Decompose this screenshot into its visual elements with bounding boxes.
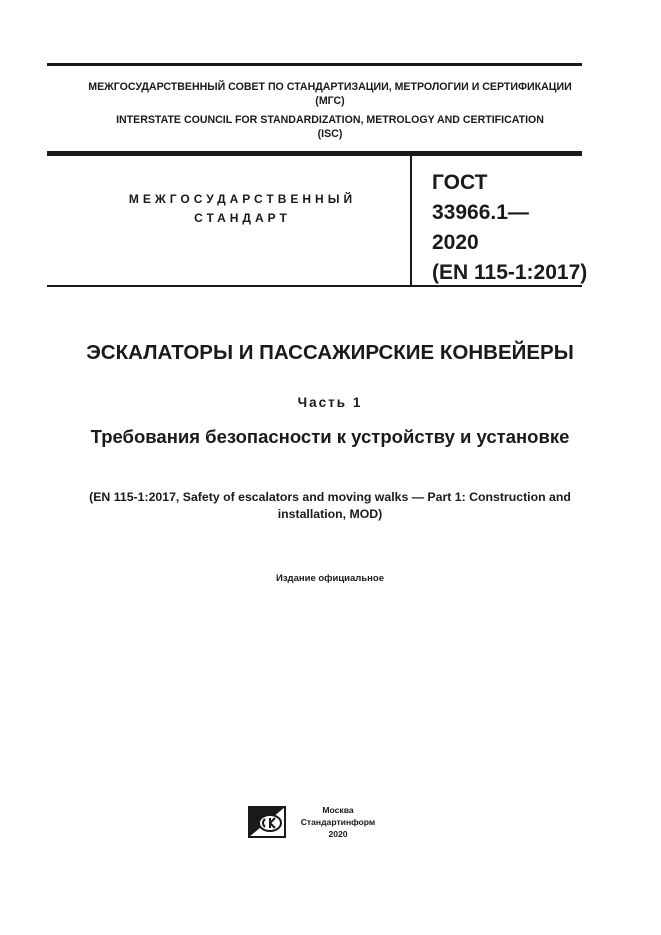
en-reference-line2: installation, MOD) — [277, 507, 383, 521]
council-en-name: INTERSTATE COUNCIL FOR STANDARDIZATION, METROLOGY AND CERTIFICATION — [116, 114, 544, 126]
standartinform-logo-icon — [248, 806, 286, 838]
header-bottom-rule — [47, 285, 582, 287]
document-subtitle: Требования безопасности к устройству и установке — [90, 426, 570, 447]
thick-rule — [47, 151, 582, 156]
document-title: ЭСКАЛАТОРЫ И ПАССАЖИРСКИЕ КОНВЕЙЕРЫ — [86, 341, 574, 364]
designation-gost: ГОСТ — [432, 171, 488, 194]
standard-label-line2: СТАНДАРТ — [194, 211, 291, 225]
publisher-year: 2020 — [328, 829, 348, 839]
designation-number: 33966.1— — [432, 201, 529, 224]
standard-label — [105, 192, 380, 225]
vertical-divider — [410, 156, 412, 286]
top-rule — [47, 63, 582, 66]
publisher-block — [248, 803, 398, 843]
designation-year: 2020 — [432, 231, 479, 254]
edition-label: Издание официальное — [276, 573, 384, 584]
council-ru-name: МЕЖГОСУДАРСТВЕННЫЙ СОВЕТ ПО СТАНДАРТИЗАЦИИ, МЕТРОЛОГИИ И СЕРТИФИКАЦИИ — [88, 81, 572, 93]
council-ru-abbr: (МГС) — [315, 95, 345, 107]
designation — [432, 168, 612, 288]
publisher-city: Москва — [322, 805, 354, 815]
council-en-abbr: (ISC) — [317, 128, 343, 140]
en-reference-line1: (EN 115-1:2017, Safety of escalators and moving walks — Part 1: Construction and — [89, 490, 571, 504]
publisher-text — [293, 804, 383, 840]
council-block — [40, 80, 620, 141]
designation-en-ref: (EN 115-1:2017) — [432, 261, 588, 284]
en-reference — [20, 489, 640, 523]
part-label: Часть 1 — [297, 395, 363, 410]
publisher-name: Стандартинформ — [300, 817, 376, 827]
standard-label-line1: МЕЖГОСУДАРСТВЕННЫЙ — [128, 192, 357, 206]
